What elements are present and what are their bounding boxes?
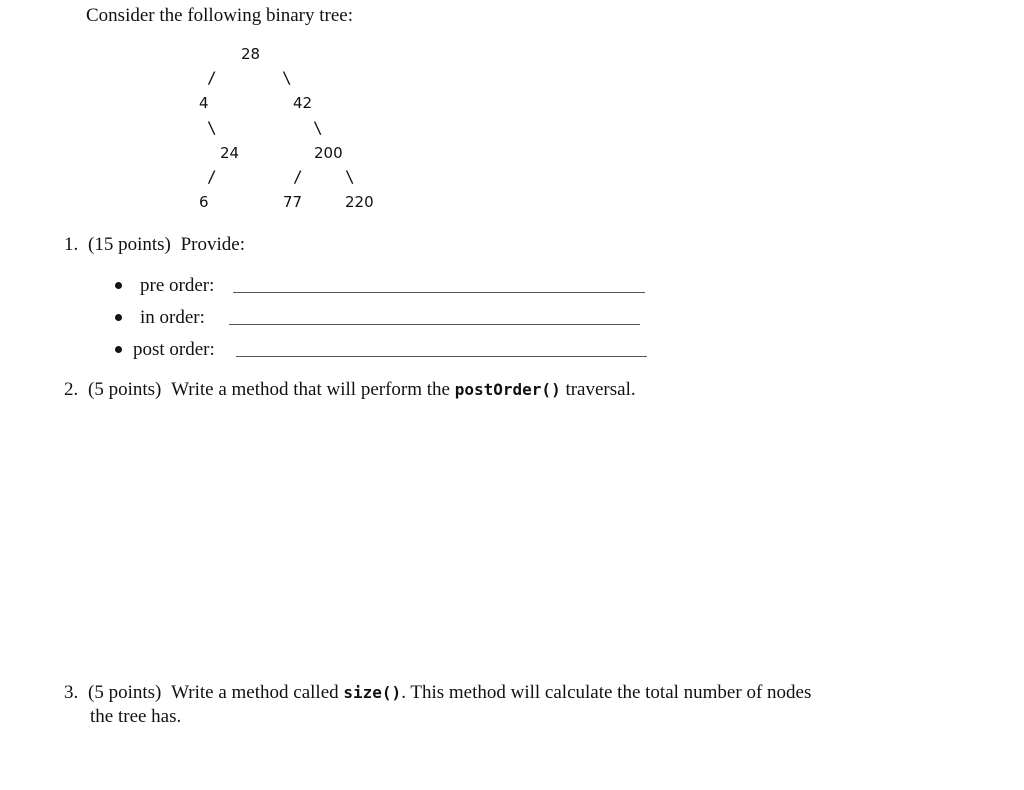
in-order-label: in order:: [140, 307, 205, 328]
question-text: Provide:: [180, 234, 245, 255]
tree-edge-4-right: \: [207, 118, 217, 137]
tree-node-28: 28: [241, 45, 261, 63]
question-number: 1.: [64, 234, 79, 255]
post-order-label: post order:: [133, 339, 215, 360]
bullet-icon: [115, 314, 122, 321]
intro-text: Consider the following binary tree:: [86, 5, 353, 26]
question-text-before: Write a method that will perform the: [171, 379, 450, 400]
pre-order-label: pre order:: [140, 275, 215, 296]
tree-edge-200-left: /: [293, 167, 303, 186]
question-number: 2.: [64, 379, 79, 400]
question-points: (5 points): [88, 379, 162, 400]
tree-node-4: 4: [199, 94, 209, 112]
code-snippet: postOrder(): [454, 380, 561, 399]
pre-order-answer-blank[interactable]: [233, 292, 645, 293]
tree-node-200: 200: [314, 144, 343, 162]
question-3-line-2: the tree has.: [90, 706, 182, 727]
tree-node-24: 24: [220, 144, 240, 162]
post-order-answer-blank[interactable]: [236, 356, 647, 357]
tree-node-77: 77: [283, 193, 303, 211]
in-order-answer-blank[interactable]: [229, 324, 640, 325]
tree-node-42: 42: [293, 94, 313, 112]
tree-node-220: 220: [345, 193, 374, 211]
question-points: (5 points): [88, 682, 162, 703]
tree-node-6: 6: [199, 193, 209, 211]
tree-edge-24-left: /: [207, 167, 217, 186]
question-points: (15 points): [88, 234, 171, 255]
question-text-after: traversal.: [565, 379, 636, 400]
tree-edge-42-right: \: [313, 118, 323, 137]
question-1-heading: [64, 235, 245, 254]
question-3: [64, 683, 811, 702]
question-text-before: Write a method called: [171, 682, 339, 703]
bullet-icon: [115, 346, 122, 353]
tree-edge-200-right: \: [345, 167, 355, 186]
question-2: [64, 380, 636, 399]
question-text-after: . This method will calculate the total number of nodes: [401, 682, 812, 703]
code-snippet: size(): [343, 683, 402, 702]
tree-edge-28-right: \: [282, 68, 292, 87]
tree-edge-28-left: /: [207, 68, 217, 87]
question-number: 3.: [64, 682, 79, 703]
bullet-icon: [115, 282, 122, 289]
